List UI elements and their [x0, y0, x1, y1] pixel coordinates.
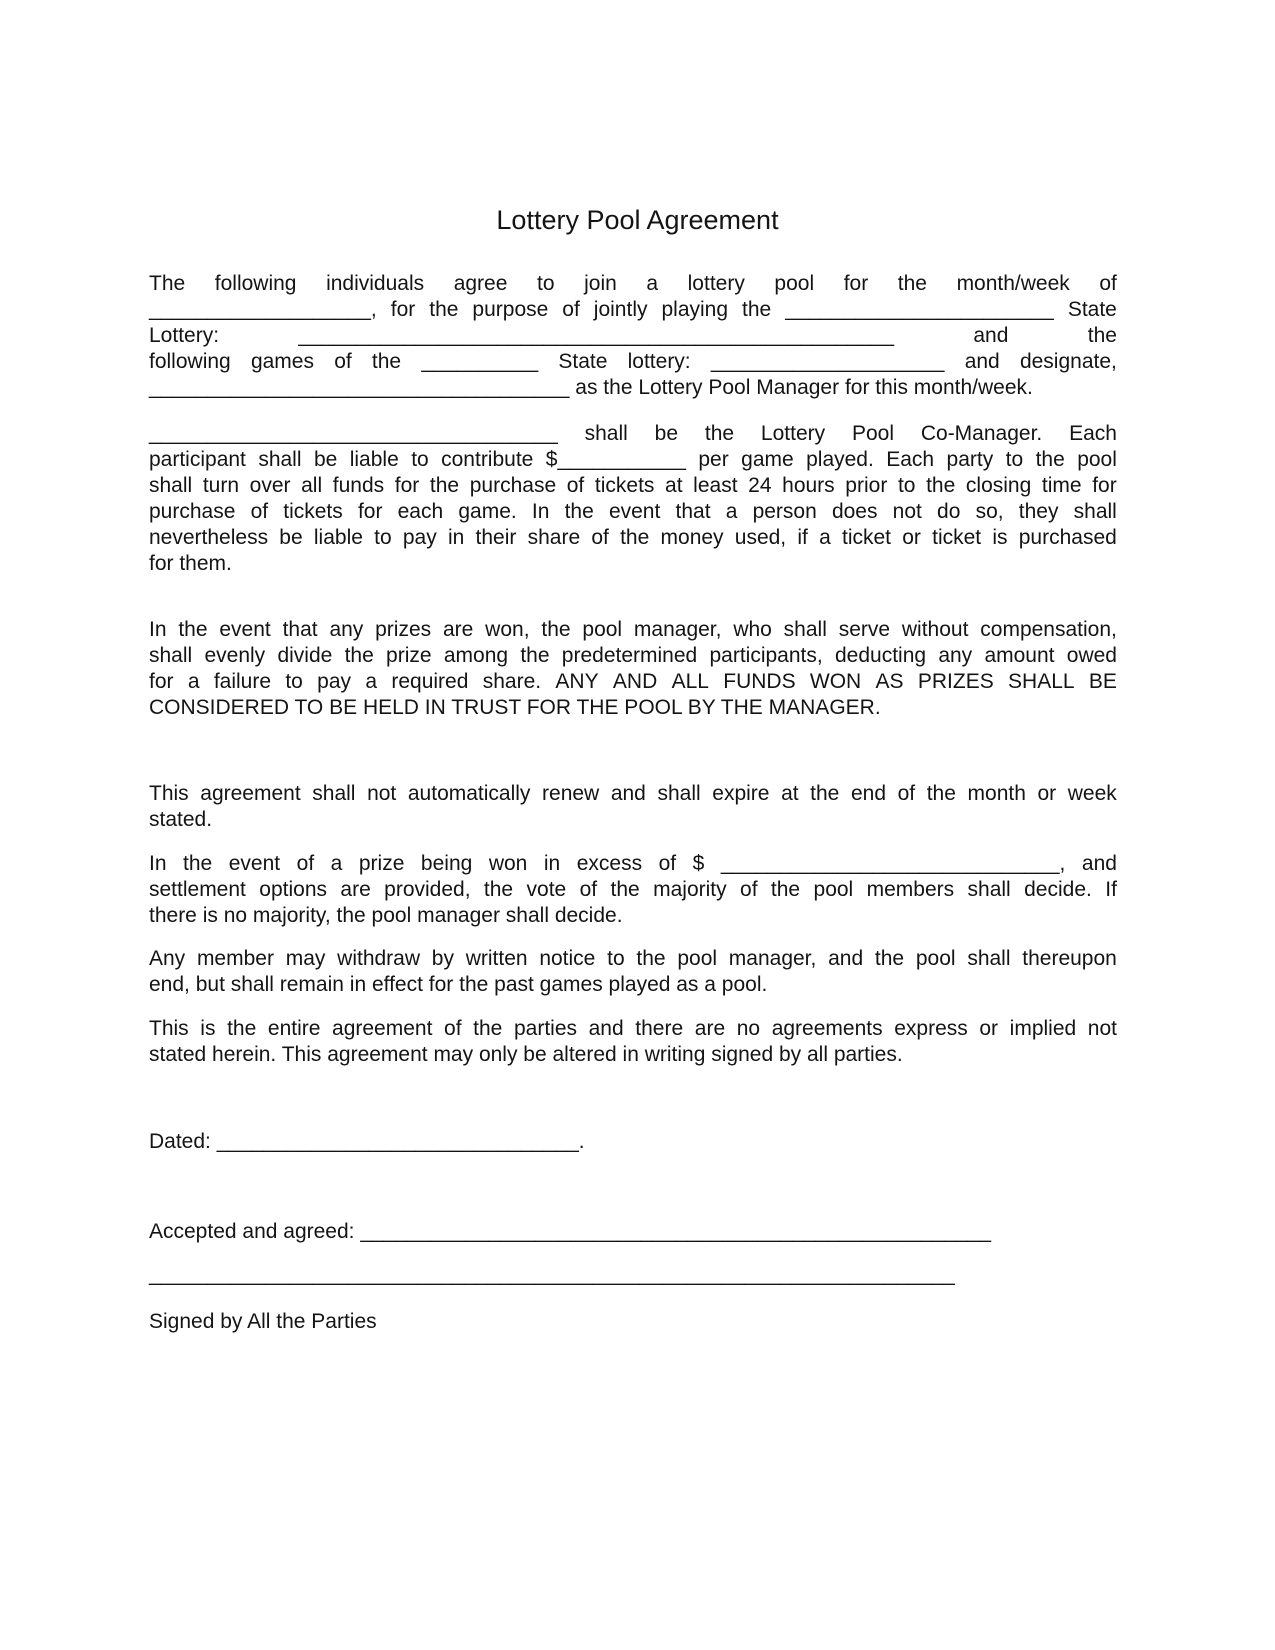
word: purchase: [469, 474, 557, 497]
word: to: [411, 448, 429, 471]
word: purchase: [149, 500, 236, 523]
word: the: [810, 782, 840, 805]
text-line: [149, 473, 1117, 499]
word: pay: [317, 670, 352, 693]
word: money: [660, 526, 724, 549]
word: of: [591, 526, 609, 549]
word: the: [636, 947, 666, 970]
word: be: [279, 526, 303, 549]
word: to: [1005, 448, 1024, 471]
word: ALL: [671, 670, 709, 693]
word: a: [819, 526, 831, 549]
word: thereupon: [1022, 947, 1117, 970]
word: that: [675, 500, 711, 523]
word: 24: [748, 474, 772, 497]
word: pool: [1077, 448, 1117, 471]
word: pool: [774, 272, 815, 295]
word: withdraw: [337, 947, 421, 970]
word: the: [371, 350, 402, 373]
word: won: [488, 852, 528, 875]
word: following: [214, 272, 297, 295]
word: lottery: [687, 272, 745, 295]
word: purpose: [472, 298, 549, 321]
word: _______________________: [785, 298, 1054, 321]
word: per: [698, 448, 729, 471]
word: ___________________________________: [149, 422, 558, 445]
word: majority: [653, 878, 727, 901]
word: following: [149, 350, 231, 373]
paragraph-intro: [149, 271, 1117, 401]
word: not: [892, 500, 922, 523]
signed-by-line: [149, 1309, 1117, 1335]
word: to: [285, 670, 303, 693]
word: to: [374, 526, 392, 549]
word: members: [866, 878, 955, 901]
word: for: [1092, 474, 1117, 497]
word: to: [537, 272, 555, 295]
word: won,: [485, 618, 530, 641]
word: the: [897, 272, 927, 295]
word: provided,: [384, 878, 471, 901]
word: In: [149, 852, 167, 875]
word: contribute: [441, 448, 534, 471]
word: predetermined: [561, 644, 698, 667]
word: for: [149, 670, 174, 693]
word: of: [1099, 272, 1117, 295]
word: played.: [806, 448, 874, 471]
word: of: [296, 852, 315, 875]
word: ___________________,: [149, 298, 377, 321]
word: a: [187, 670, 200, 693]
text-line: [149, 851, 1117, 877]
word: game.: [458, 500, 517, 523]
word: failure: [213, 670, 272, 693]
word: $: [692, 852, 705, 875]
word: are: [694, 1017, 726, 1040]
word: pool: [677, 947, 718, 970]
text-line: stated herein. This agreement may only be altered in writing signed by all parties.: [149, 1043, 903, 1066]
word: end: [850, 782, 887, 805]
word: the: [429, 298, 459, 321]
word: there: [635, 1017, 684, 1040]
word: or: [902, 526, 921, 549]
word: by: [431, 947, 454, 970]
word: used,: [734, 526, 787, 549]
word: at: [665, 474, 683, 497]
word: the: [564, 500, 594, 523]
word: to: [897, 474, 916, 497]
word: the: [483, 878, 514, 901]
word: any: [938, 644, 973, 667]
word: This: [149, 1017, 189, 1040]
word: and: [973, 324, 1009, 347]
paragraph-co-manager: [149, 421, 1117, 577]
word: manager,: [728, 947, 817, 970]
word: the: [541, 618, 571, 641]
word: shall: [149, 474, 193, 497]
word: person: [752, 500, 817, 523]
word: pay: [402, 526, 437, 549]
word: closing: [965, 474, 1032, 497]
word: required: [391, 670, 469, 693]
word: least: [693, 474, 738, 497]
word: FUNDS: [723, 670, 796, 693]
word: month: [967, 782, 1026, 805]
word: a: [330, 852, 343, 875]
word: __________: [421, 350, 539, 373]
page-title: Lottery Pool Agreement: [496, 205, 779, 235]
text-line: [149, 421, 1117, 447]
word: In: [149, 618, 167, 641]
word: in: [543, 852, 561, 875]
text-line: there is no majority, the pool manager shall decide.: [149, 904, 623, 927]
word: and: [610, 782, 646, 805]
word: the: [620, 526, 650, 549]
text-line: for them.: [149, 552, 232, 575]
word: prior: [845, 474, 888, 497]
word: pool: [813, 878, 854, 901]
word: shall: [967, 947, 1011, 970]
word: ____________________: [710, 350, 945, 373]
word: are: [340, 878, 371, 901]
word: for: [394, 474, 420, 497]
word: individuals: [326, 272, 425, 295]
word: they: [1018, 500, 1059, 523]
word: ___________________________________________________: [298, 324, 895, 347]
word: party: [946, 448, 994, 471]
word: share: [527, 526, 581, 549]
word: of: [897, 782, 916, 805]
word: a: [365, 670, 378, 693]
word: pool: [915, 947, 956, 970]
word: liable: [313, 526, 363, 549]
word: renew: [542, 782, 600, 805]
text-line: [149, 643, 1117, 669]
word: ticket: [841, 526, 891, 549]
word: options: [259, 878, 327, 901]
word: nevertheless: [149, 526, 269, 549]
text-line: CONSIDERED TO BE HELD IN TRUST FOR THE POOL BY THE MANAGER.: [149, 696, 881, 719]
word: Each: [886, 448, 935, 471]
word: who: [733, 618, 772, 641]
word: at: [781, 782, 799, 805]
word: deducting: [834, 644, 927, 667]
word: event: [608, 500, 661, 523]
word: turn: [202, 474, 240, 497]
word: State: [1067, 298, 1117, 321]
dated-line: [149, 1129, 1117, 1155]
word: of: [566, 474, 585, 497]
paragraph-prizes: [149, 617, 1117, 721]
word: and: [964, 350, 1000, 373]
word: share.: [482, 670, 542, 693]
word: shall: [149, 644, 193, 667]
word: playing: [661, 298, 729, 321]
word: shall: [657, 782, 701, 805]
word: may: [285, 947, 326, 970]
word: for: [843, 272, 869, 295]
word: lottery:: [627, 350, 691, 373]
word: being: [420, 852, 473, 875]
word: the: [926, 782, 956, 805]
word: participant: [149, 448, 246, 471]
word: not: [1087, 1017, 1117, 1040]
word: SHALL: [1008, 670, 1075, 693]
word: does: [831, 500, 878, 523]
word: AND: [612, 670, 658, 693]
word: owed: [1066, 644, 1117, 667]
word: The: [149, 272, 186, 295]
word: without: [901, 618, 969, 641]
word: manager,: [633, 618, 722, 641]
dated-field[interactable]: Dated: _______________________________.: [149, 1130, 585, 1153]
word: or: [1037, 782, 1057, 805]
word: of: [250, 500, 269, 523]
word: agree: [453, 272, 508, 295]
word: not: [367, 782, 397, 805]
word: games: [250, 350, 314, 373]
word: express: [894, 1017, 968, 1040]
word: prize: [386, 644, 432, 667]
paragraph-withdraw: [149, 946, 1117, 998]
text-line: end, but shall remain in effect for the past games played as a pool.: [149, 973, 768, 996]
text-line: [149, 669, 1117, 695]
paragraph-entire-agreement: [149, 1016, 1117, 1068]
word: decide.: [1024, 878, 1092, 901]
word: time: [1041, 474, 1082, 497]
word: among: [443, 644, 509, 667]
text-line: [149, 525, 1117, 551]
text-line: [149, 349, 1117, 375]
word: of: [658, 852, 677, 875]
word: shall: [1073, 500, 1117, 523]
word: join: [584, 272, 617, 295]
word: the: [183, 852, 213, 875]
word: participants,: [709, 644, 823, 667]
word: in: [447, 526, 465, 549]
word: hours: [782, 474, 835, 497]
text-line: [149, 297, 1117, 323]
word: entire: [267, 1017, 321, 1040]
word: pool: [582, 618, 623, 641]
text-line: [149, 1016, 1117, 1042]
word: the: [473, 1017, 503, 1040]
word: be: [654, 422, 679, 445]
word: shall: [312, 782, 356, 805]
word: that: [282, 618, 318, 641]
word: the: [1035, 448, 1065, 471]
text-line: [149, 447, 1117, 473]
word: of: [334, 350, 352, 373]
paragraph-renewal: [149, 781, 1117, 833]
word: prize: [358, 852, 405, 875]
word: purchased: [1018, 526, 1117, 549]
word: vote: [526, 878, 567, 901]
word: tickets: [594, 474, 655, 497]
word: liable: [349, 448, 399, 471]
word: agreements: [771, 1017, 883, 1040]
word: the: [926, 474, 956, 497]
word: written: [465, 947, 528, 970]
word: If: [1105, 878, 1117, 901]
word: or: [979, 1017, 999, 1040]
word: the: [520, 644, 550, 667]
word: is: [992, 526, 1008, 549]
word: automatically: [407, 782, 531, 805]
word: notice: [539, 947, 596, 970]
text-line: [149, 323, 1117, 349]
word: of: [740, 878, 758, 901]
word: the: [178, 618, 208, 641]
word: Lottery: [760, 422, 826, 445]
word: settlement: [149, 878, 246, 901]
word: is: [200, 1017, 216, 1040]
signature-field[interactable]: _____________________________________________________________________: [149, 1263, 955, 1286]
word: game: [741, 448, 794, 471]
word: shall: [783, 618, 827, 641]
word: of: [579, 878, 598, 901]
word: over: [249, 474, 291, 497]
word: so,: [975, 500, 1004, 523]
text-line: stated.: [149, 808, 213, 831]
word: prizes: [375, 618, 432, 641]
word: of: [562, 298, 580, 321]
text-line: [149, 781, 1117, 807]
word: compensation,: [980, 618, 1117, 641]
word: _____________________________,: [720, 852, 1066, 875]
word: Pool: [851, 422, 894, 445]
word: tickets: [283, 500, 343, 523]
word: a: [646, 272, 659, 295]
word: evenly: [204, 644, 266, 667]
word: implied: [1009, 1017, 1077, 1040]
word: week: [1067, 782, 1117, 805]
word: member: [196, 947, 274, 970]
word: BE: [1088, 670, 1117, 693]
word: event: [219, 618, 271, 641]
word: ANY: [555, 670, 599, 693]
word: excess: [576, 852, 643, 875]
word: This: [149, 782, 189, 805]
signed-by-label: Signed by All the Parties: [149, 1310, 377, 1333]
word: the: [742, 298, 772, 321]
word: AS: [875, 670, 904, 693]
word: a: [725, 500, 738, 523]
word: Each: [1069, 422, 1117, 445]
word: if: [797, 526, 808, 549]
word: event: [228, 852, 281, 875]
word: jointly: [593, 298, 648, 321]
word: State: [558, 350, 608, 373]
word: In: [531, 500, 550, 523]
word: and: [828, 947, 864, 970]
word: the: [429, 474, 460, 497]
text-line: [149, 946, 1117, 972]
word: their: [475, 526, 517, 549]
word: parties: [513, 1017, 578, 1040]
accepted-line: [149, 1219, 1117, 1245]
word: any: [329, 618, 364, 641]
word: shall: [967, 878, 1011, 901]
word: the: [874, 947, 905, 970]
word: serve: [838, 618, 891, 641]
text-line: ____________________________________ as the Lottery Pool Manager for this month/week.: [149, 376, 1033, 399]
accepted-signature-field[interactable]: Accepted and agreed: ______________________________________________________: [149, 1220, 991, 1243]
word: do: [937, 500, 961, 523]
text-line: [149, 617, 1117, 643]
word: the: [227, 1017, 257, 1040]
word: for: [390, 298, 416, 321]
word: are: [442, 618, 474, 641]
word: shall: [584, 422, 628, 445]
word: amount: [984, 644, 1055, 667]
text-line: [149, 499, 1117, 525]
word: ticket: [932, 526, 982, 549]
word: to: [607, 947, 625, 970]
word: Any: [149, 947, 186, 970]
word: WON: [809, 670, 862, 693]
word: of: [444, 1017, 462, 1040]
text-line: [149, 271, 1117, 297]
word: shall: [258, 448, 302, 471]
additional-signature-line: [149, 1262, 1117, 1288]
word: agreement: [200, 782, 301, 805]
word: Lottery:: [149, 324, 220, 347]
word: designate,: [1019, 350, 1117, 373]
word: the: [1087, 324, 1117, 347]
word: divide: [277, 644, 333, 667]
word: and: [1081, 852, 1117, 875]
word: all: [301, 474, 323, 497]
word: month/week: [956, 272, 1070, 295]
word: and: [588, 1017, 624, 1040]
word: no: [736, 1017, 761, 1040]
word: $___________: [545, 448, 686, 471]
word: be: [313, 448, 338, 471]
word: PRIZES: [917, 670, 994, 693]
word: for: [357, 500, 383, 523]
word: expire: [712, 782, 770, 805]
word: funds: [332, 474, 385, 497]
word: the: [344, 644, 374, 667]
paragraph-settlement: [149, 851, 1117, 929]
word: agreement: [332, 1017, 433, 1040]
word: Co-Manager.: [920, 422, 1043, 445]
word: each: [397, 500, 444, 523]
text-line: [149, 877, 1117, 903]
word: the: [770, 878, 801, 901]
word: the: [610, 878, 640, 901]
word: the: [704, 422, 735, 445]
